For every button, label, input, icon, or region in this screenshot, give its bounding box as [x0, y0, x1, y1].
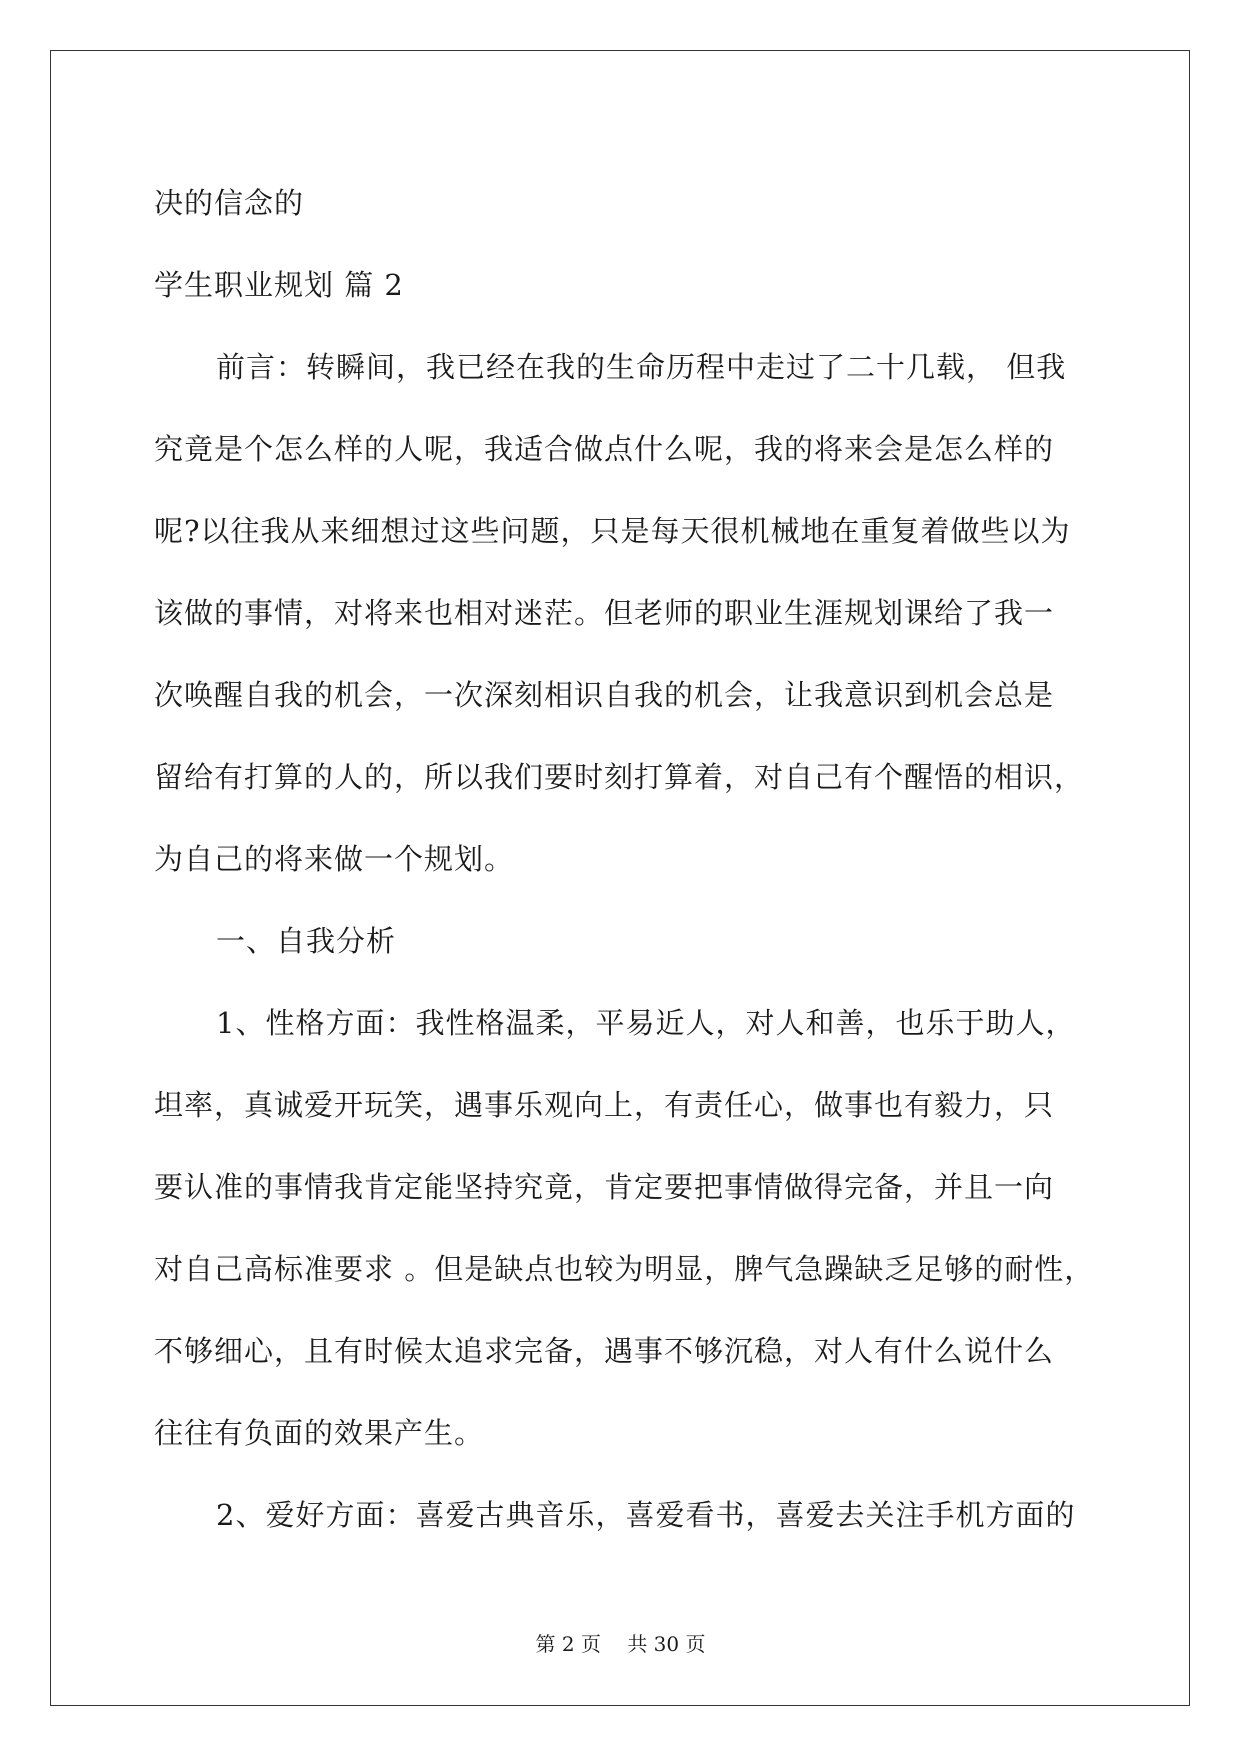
- text-line-9: 为自己的将来做一个规划。: [154, 842, 515, 876]
- text-line-7: 次唤醒自我的机会，一次深刻相识自我的机会，让我意识到机会总是: [154, 678, 1055, 712]
- page-number: 第 2 页: [535, 1632, 601, 1656]
- text-line-6: 该做的事情，对将来也相对迷茫。但老师的职业生涯规划课给了我一: [154, 596, 1055, 630]
- text-line-3: 前言：转瞬间，我已经在我的生命历程中走过了二十几载， 但我: [216, 350, 1067, 384]
- document-body: [154, 162, 1094, 1556]
- text-line-4: 究竟是个怎么样的人呢，我适合做点什么呢，我的将来会是怎么样的: [154, 432, 1055, 466]
- text-line-5: 呢?以往我从来细想过这些问题，只是每天很机械地在重复着做些以为: [154, 514, 1071, 548]
- text-line-17: 2、爱好方面：喜爱古典音乐，喜爱看书，喜爱去关注手机方面的: [216, 1498, 1076, 1532]
- subsection-heading: 一、自我分析: [216, 924, 397, 958]
- text-line-16: 往往有负面的效果产生。: [154, 1416, 485, 1450]
- page-total: 共 30 页: [627, 1632, 706, 1656]
- text-line-8: 留给有打算的人的，所以我们要时刻打算着，对自己有个醒悟的相识，: [154, 760, 1085, 794]
- text-line-1: 决的信念的: [154, 186, 305, 220]
- text-line-13: 要认准的事情我肯定能坚持究竟，肯定要把事情做得完备，并且一向: [154, 1170, 1055, 1204]
- text-line-12: 坦率，真诚爱开玩笑，遇事乐观向上，有责任心，做事也有毅力，只: [154, 1088, 1055, 1122]
- text-line-11: 1、性格方面：我性格温柔，平易近人，对人和善，也乐于助人，: [216, 1006, 1076, 1040]
- section-heading: 学生职业规划 篇 2: [154, 268, 404, 302]
- text-line-15: 不够细心，且有时候太追求完备，遇事不够沉稳，对人有什么说什么: [154, 1334, 1055, 1368]
- text-line-14: 对自己高标准要求 。但是缺点也较为明显，脾气急躁缺乏足够的耐性，: [154, 1252, 1095, 1286]
- page-footer: [0, 1628, 1241, 1657]
